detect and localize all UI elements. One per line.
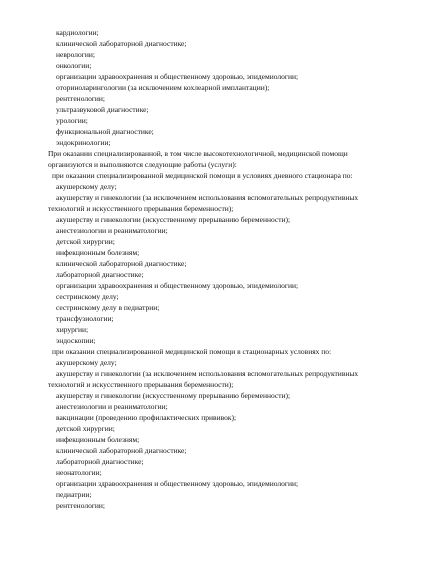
list-item: организации здравоохранения и общественному здоровью, эпидемиологии; xyxy=(56,479,299,488)
list-item: клинической лабораторной диагностике; xyxy=(56,39,187,48)
list-item: урологии; xyxy=(56,116,88,125)
list-item: клинической лабораторной диагностике; xyxy=(56,259,187,268)
list-item: хирургии; xyxy=(56,325,89,334)
list-item: трансфузиологии; xyxy=(56,314,114,323)
list-item: инфекционным болезням; xyxy=(56,435,140,444)
section-heading: при оказании специализированной медицинской помощи в условиях дневного стационара по: xyxy=(52,171,353,180)
list-item: оториноларингологии (за исключением кохлеарной имплантации); xyxy=(56,83,270,92)
list-item: организации здравоохранения и общественному здоровью, эпидемиологии; xyxy=(56,72,299,81)
list-item: эндоскопии; xyxy=(56,336,96,345)
list-item: ультразвуковой диагностике; xyxy=(56,105,149,114)
list-item: анестезиологии и реаниматологии; xyxy=(56,402,168,411)
list-item: акушерскому делу; xyxy=(56,182,117,191)
list-item: онкологии; xyxy=(56,61,92,70)
list-item: функциональной диагностике; xyxy=(56,127,154,136)
list-item: рентгенологии; xyxy=(56,501,106,510)
list-item: лабораторной диагностике; xyxy=(56,270,144,279)
list-item: педиатрии; xyxy=(56,490,92,499)
list-item: рентгенологии; xyxy=(56,94,106,103)
list-item: акушерству и гинекологии (за исключением использования вспомогательных репродуктивных xyxy=(56,369,359,378)
paragraph-line: организуются и выполняются следующие работы (услуги): xyxy=(48,160,237,169)
list-item-continuation: технологий и искусственного прерывания беременности); xyxy=(48,204,234,213)
list-item: эндокринологии; xyxy=(56,138,111,147)
list-item: сестринскому делу; xyxy=(56,292,119,301)
list-item: организации здравоохранения и общественному здоровью, эпидемиологии; xyxy=(56,281,299,290)
list-item-continuation: технологий и искусственного прерывания беременности); xyxy=(48,380,234,389)
list-item: анестезиологии и реаниматологии; xyxy=(56,226,168,235)
list-item: вакцинации (проведению профилактических прививок); xyxy=(56,413,237,422)
list-item: кардиологии; xyxy=(56,28,99,37)
list-item: инфекционным болезням; xyxy=(56,248,140,257)
list-item: детской хирургии; xyxy=(56,424,115,433)
list-item: неонатологии; xyxy=(56,468,102,477)
list-item: акушерству и гинекологии (искусственному прерыванию беременности); xyxy=(56,391,291,400)
list-item: клинической лабораторной диагностике; xyxy=(56,446,187,455)
list-item: лабораторной диагностике; xyxy=(56,457,144,466)
list-item: сестринскому делу в педиатрии; xyxy=(56,303,160,312)
list-item: детской хирургии; xyxy=(56,237,115,246)
list-item: акушерскому делу; xyxy=(56,358,117,367)
list-item: неврологии; xyxy=(56,50,95,59)
list-item: акушерству и гинекологии (искусственному прерыванию беременности); xyxy=(56,215,291,224)
section-heading: при оказании специализированной медицинской помощи в стационарных условиях по: xyxy=(52,347,332,356)
paragraph-line: При оказании специализированной, в том числе высокотехнологичной, медицинской помощи xyxy=(48,149,348,158)
list-item: акушерству и гинекологии (за исключением использования вспомогательных репродуктивных xyxy=(56,193,359,202)
